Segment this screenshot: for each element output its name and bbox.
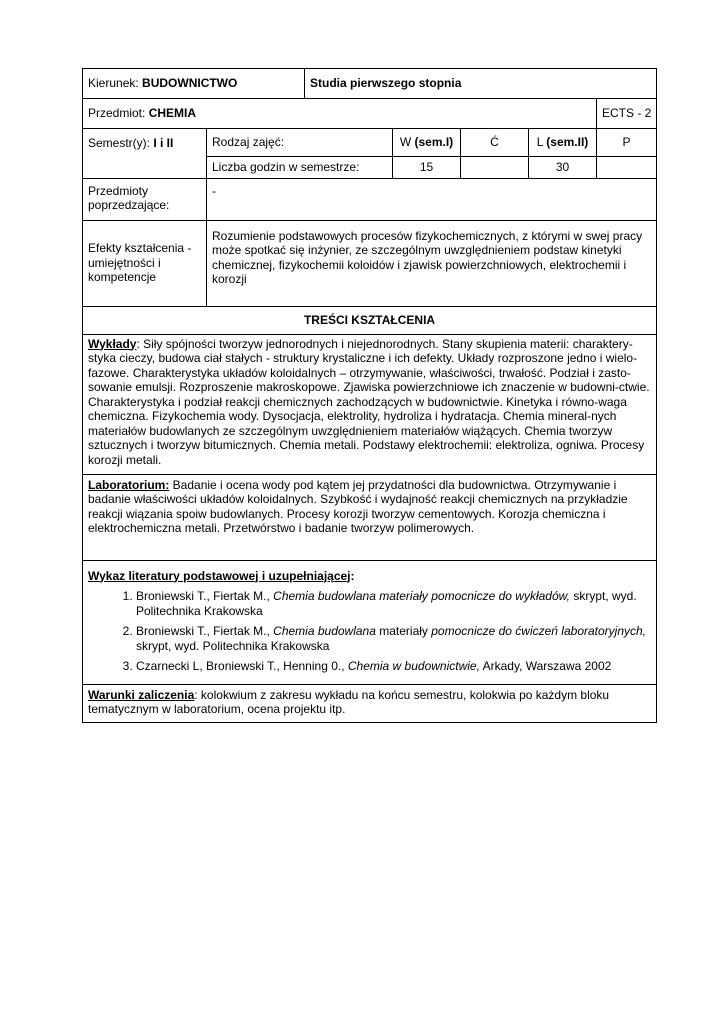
wyklady-label: Wykłady xyxy=(88,336,137,351)
course-card xyxy=(82,68,656,723)
course-table xyxy=(82,68,657,723)
laboratorium-cell xyxy=(83,474,657,560)
kierunek-cell: Kierunek: BUDOWNICTWO xyxy=(83,69,305,99)
p-hours xyxy=(597,157,657,179)
kierunek-value: BUDOWNICTWO xyxy=(142,76,238,91)
efekty-label: Efekty kształcenia - umiejętności i kompetencje xyxy=(83,220,207,306)
wyklady-cell xyxy=(83,334,657,474)
literatura-item: 2. Broniewski T., Fiertak M., Chemia budowlana materiały pomocnicze do ćwiczeń laboratoryjnych, skrypt, wyd. Politechnika Krakowska xyxy=(136,624,651,653)
godziny-label: Liczba godzin w semestrze: xyxy=(207,157,393,179)
laboratorium-text: Badanie i ocena wody pod kątem jej przydatności dla budownictwa. Otrzymywanie i badanie właściwości układów koloidalnych. Szybkość i wydajność reakcji chemicznych na przykładzie reakcji wiązania spoiw budowlanych. Procesy korozji tworzyw cementowych. Korozja chemiczna i elektrochemiczna metali. Przetwórstwo i badanie tworzyw polimerowych. xyxy=(88,477,628,535)
w-header: W (sem.I) xyxy=(393,129,461,157)
ects-cell: ECTS - 2 xyxy=(597,99,657,129)
tresci-title: TREŚCI KSZTAŁCENIA xyxy=(83,306,657,334)
studia-cell: Studia pierwszego stopnia xyxy=(305,69,657,99)
row-poprzedzajace xyxy=(83,178,657,220)
wyklady-text: : Siły spójności tworzyw jednorodnych i niejednorodnych. Stany skupienia materii: charaktery-styka cieczy, budowa ciał stałych - struktury krystaliczne i ich defekty. Układy rozproszone jedno i wielo-fazowe. Charakterystyka układów koloidalnych – otrzymywanie, właściwości, trwałość. Podział i zasto-sowanie emulsji. Rozproszenie makroskopowe. Zjawiska powierzchniowe ich znaczenie w budowni-ctwie. Charakterystyka i podział reakcji chemicznych zachodzących w budownictwie. Kinetyka i równo-waga chemiczna. Fizykochemia wody. Dysocjacja, elektrolity, hydroliza i hydratacja. Chemia mineral-nych materiałów budowlanych ze szczególnym uwzględnieniem materiałów wiążących. Chemia tworzyw sztucznych i tworzyw bitumicznych. Chemia metali. Podstawy elektrochemii: elektroliza, ogniwa. Procesy korozji metali. xyxy=(88,336,650,467)
p-header: P xyxy=(597,129,657,157)
w-hours: 15 xyxy=(393,157,461,179)
c-header: Ć xyxy=(461,129,529,157)
row-efekty xyxy=(83,220,657,306)
l-hours: 30 xyxy=(529,157,597,179)
c-hours xyxy=(461,157,529,179)
literatura-title: Wykaz literatury podstawowej i uzupełniającej xyxy=(88,568,351,583)
literatura-item: 1. Broniewski T., Fiertak M., Chemia budowlana materiały pomocnicze do wykładów, skrypt, wyd. Politechnika Krakowska xyxy=(136,589,651,618)
poprzedzajace-value: - xyxy=(207,178,657,220)
rodzaj-label: Rodzaj zajęć: xyxy=(207,129,393,157)
poprzedzajace-label: Przedmioty poprzedzające: xyxy=(83,178,207,220)
semestr-cell: Semestr(y): I i II xyxy=(83,129,207,179)
przedmiot-cell: Przedmiot: CHEMIA xyxy=(83,99,597,129)
row-semestr xyxy=(83,129,657,157)
literatura-list xyxy=(88,589,651,674)
row-warunki xyxy=(83,684,657,722)
l-header: L (sem.II) xyxy=(529,129,597,157)
przedmiot-value: CHEMIA xyxy=(148,106,197,121)
row-przedmiot xyxy=(83,99,657,129)
warunki-text: : kolokwium z zakresu wykładu na końcu semestru, kolokwia po każdym bloku tematycznym w laboratorium, ocena projektu itp. xyxy=(88,687,610,716)
semestr-value: I i II xyxy=(153,136,174,150)
laboratorium-label: Laboratorium: xyxy=(88,477,170,492)
row-kierunek xyxy=(83,69,657,99)
warunki-cell xyxy=(83,684,657,722)
row-tresci-title xyxy=(83,306,657,334)
efekty-value: Rozumienie podstawowych procesów fizykochemicznych, z którymi w swej pracy może spotkać się inżynier, ze szczególnym uwzględnieniem podstaw kinetyki chemicznej, fizykochemii koloidów i zjawisk powierzchniowych, elektrochemii i korozji xyxy=(207,220,657,306)
row-literatura xyxy=(83,560,657,684)
row-laboratorium xyxy=(83,474,657,560)
row-wyklady xyxy=(83,334,657,474)
literatura-item: 3. Czarnecki L, Broniewski T., Henning 0., Chemia w budownictwie, Arkady, Warszawa 2002 xyxy=(136,659,651,674)
literatura-cell: Wykaz literatury podstawowej i uzupełniającej: 1. Broniewski T., Fiertak M., Chemia budowlana materiały pomocnicze do wykładów, skrypt, wyd. Politechnika Krakowska 2. Broniewski T., Fiertak M., Chemia budowlana materiały pomocnicze do ćwiczeń laboratoryjnych, skrypt, wyd. Politechnika Krakowska 3. Czarnecki L, Broniewski T., Henning 0., Chemia w budownictwie, Arkady, Warszawa 2002 xyxy=(83,560,657,684)
warunki-label: Warunki zaliczenia xyxy=(88,687,195,702)
